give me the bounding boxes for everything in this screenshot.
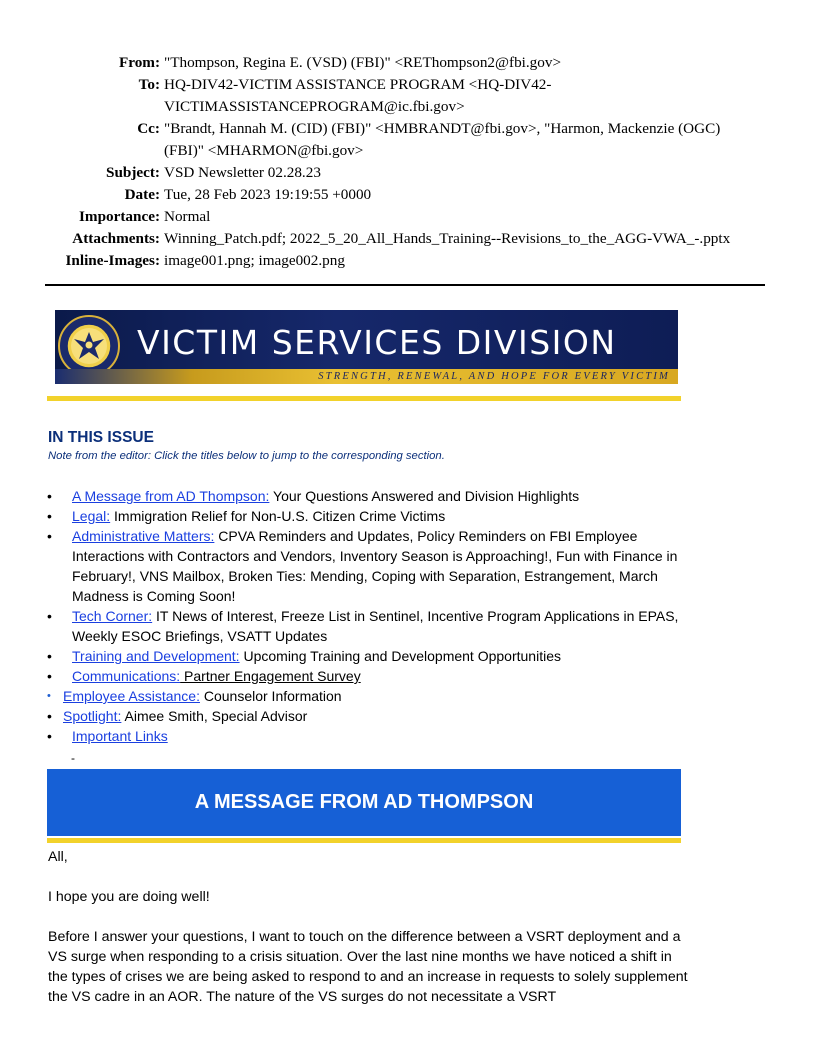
to-row	[0, 74, 816, 118]
toc-link-tech[interactable]: Tech Corner:	[72, 608, 153, 624]
toc-item-spotlight: • Spotlight: Aimee Smith, Special Advisor	[47, 708, 308, 724]
message-paragraph-2: Before I answer your questions, I want to touch on the difference between a VSRT deployment and a VS surge when responding to a crisis situation. Over the last nine months we have noticed a shift in the types of crises we are being asked to respond to and an increase in requests to solely supplement the VS cadre in an AOR. The nature of the VS surges do not necessitate a VSRT	[48, 929, 688, 1005]
importance-label: Importance:	[79, 208, 160, 225]
issue-title: IN THIS ISSUE	[48, 429, 154, 446]
toc-item-text: Your Questions Answered and Division Highlights	[269, 488, 580, 504]
vsd-banner	[55, 310, 678, 384]
toc-link-message[interactable]: A Message from AD Thompson:	[72, 488, 270, 504]
toc-item-legal: • Legal: Immigration Relief for Non-U.S. Citizen Crime Victims	[47, 508, 446, 524]
inline-images-value: image001.png; image002.png	[164, 252, 345, 269]
section-heading-text: A MESSAGE FROM AD THOMPSON	[194, 791, 534, 813]
toc-link-legal[interactable]: Legal:	[72, 508, 111, 524]
from-label: From:	[118, 54, 160, 71]
toc-item-text: Partner Engagement Survey	[180, 668, 361, 684]
message-salutation: All,	[48, 849, 68, 865]
toc-item-tech: • Tech Corner: IT News of Interest, Freeze List in Sentinel, Incentive Program Applications in EPAS, Weekly ESOC Briefings, VSATT Updates	[47, 608, 679, 644]
toc-link-employee-assistance[interactable]: Employee Assistance:	[63, 688, 200, 704]
toc-item-text: Counselor Information	[199, 688, 342, 704]
banner-gold-bar	[47, 396, 681, 401]
toc-item-text: Aimee Smith, Special Advisor	[121, 708, 308, 724]
to-value: HQ-DIV42-VICTIM ASSISTANCE PROGRAM <HQ-DIV42-VICTIMASSISTANCEPROGRAM@ic.fbi.gov>	[164, 76, 552, 115]
subject-row	[0, 162, 816, 184]
subject-value: VSD Newsletter 02.28.23	[164, 164, 321, 181]
from-row	[0, 52, 816, 74]
toc-item-employee-assistance: • Employee Assistance: Counselor Information	[47, 688, 342, 704]
importance-row	[0, 206, 816, 228]
attachments-row	[0, 228, 816, 250]
from-value: "Thompson, Regina E. (VSD) (FBI)" <REThompson2@fbi.gov>	[164, 54, 562, 71]
toc-item-communications: • Communications: Partner Engagement Survey	[47, 668, 361, 684]
inline-images-label: Inline-Images:	[65, 252, 160, 269]
trailing-mark: -	[71, 751, 75, 765]
subject-label: Subject:	[106, 164, 160, 181]
message-paragraph-1: I hope you are doing well!	[48, 889, 210, 905]
toc-link-important-links[interactable]: Important Links	[72, 728, 168, 744]
toc-item-text: Upcoming Training and Development Opportunities	[239, 648, 561, 664]
banner-title: VICTIM SERVICES DIVISION	[137, 323, 617, 362]
importance-value: Normal	[164, 208, 211, 225]
toc-link-training[interactable]: Training and Development:	[72, 648, 240, 664]
fbi-seal-icon	[58, 315, 120, 377]
toc-link-spotlight[interactable]: Spotlight:	[63, 708, 122, 724]
toc-list	[47, 486, 687, 746]
section-gold-bar	[47, 838, 681, 843]
date-value: Tue, 28 Feb 2023 19:19:55 +0000	[164, 186, 372, 203]
toc-link-communications[interactable]: Communications:	[72, 668, 181, 684]
date-label: Date:	[124, 186, 160, 203]
email-header	[0, 52, 816, 272]
section-heading-message	[47, 769, 681, 836]
banner-tagline: STRENGTH, RENEWAL, AND HOPE FOR EVERY VICTIM	[318, 371, 670, 382]
toc-item-administrative: • Administrative Matters: CPVA Reminders and Updates, Policy Reminders on FBI Employee Interactions with Contractors and Vendors, Inventory Season is Approaching!, Fun with Finance in February!, VNS Mailbox, Broken Ties: Mending, Coping with Separation, Estrangement, March Madness is Coming Soon!	[47, 528, 678, 604]
toc-item-message: • A Message from AD Thompson: Your Questions Answered and Division Highlights	[47, 488, 580, 504]
cc-row	[0, 118, 816, 162]
toc-item-text: Immigration Relief for Non-U.S. Citizen Crime Victims	[110, 508, 446, 524]
attachments-value[interactable]: Winning_Patch.pdf; 2022_5_20_All_Hands_Training--Revisions_to_the_AGG-VWA_-.pptx	[164, 230, 731, 247]
cc-value: "Brandt, Hannah M. (CID) (FBI)" <HMBRANDT@fbi.gov>, "Harmon, Mackenzie (OGC) (FBI)" <MHARMON@fbi.gov>	[164, 120, 721, 159]
toc-item-text: IT News of Interest, Freeze List in Sentinel, Incentive Program Applications in EPAS, Weekly ESOC Briefings, VSATT Updates	[72, 608, 679, 644]
header-divider	[45, 284, 765, 286]
editor-note: Note from the editor: Click the titles below to jump to the corresponding section.	[48, 450, 445, 462]
inline-images-row	[0, 250, 816, 272]
date-row	[0, 184, 816, 206]
toc-item-training: • Training and Development: Upcoming Training and Development Opportunities	[47, 648, 561, 664]
toc-item-text: CPVA Reminders and Updates, Policy Reminders on FBI Employee Interactions with Contractors and Vendors, Inventory Season is Approaching!, Fun with Finance in February!, VNS Mailbox, Broken Ties: Mending, Coping with Separation, Estrangement, March Madness is Coming Soon!	[72, 528, 678, 604]
toc-link-administrative[interactable]: Administrative Matters:	[72, 528, 215, 544]
attachments-label: Attachments:	[72, 230, 160, 247]
toc-item-important-links: • Important Links	[47, 728, 168, 744]
to-label: To:	[138, 76, 160, 93]
cc-label: Cc:	[137, 120, 160, 137]
